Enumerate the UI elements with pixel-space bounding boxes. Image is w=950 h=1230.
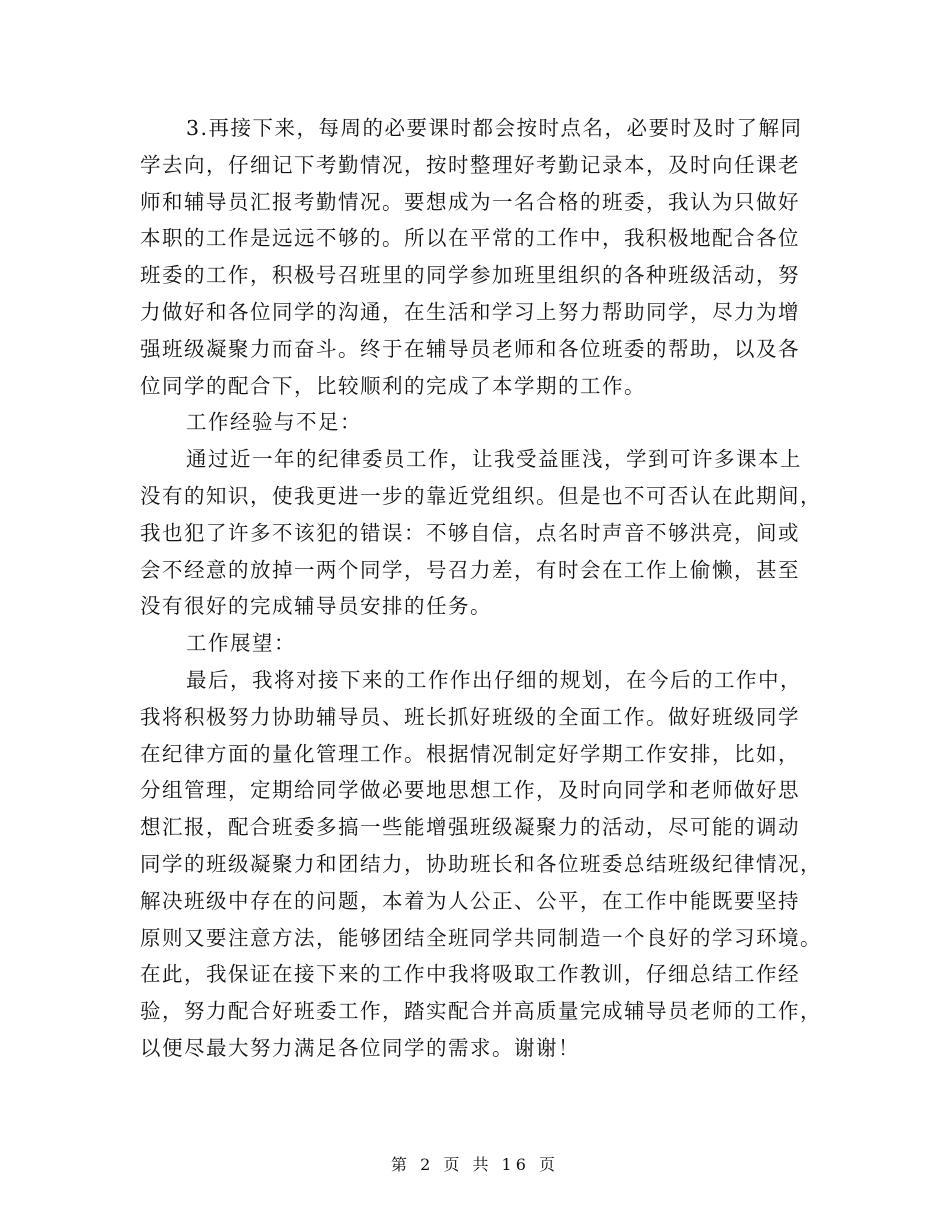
paragraph-line: 在纪律方面的量化管理工作。根据情况制定好学期工作安排，比如， — [140, 741, 800, 766]
paragraph-line: 原则又要注意方法，能够团结全班同学共同制造一个良好的学习环境。 — [140, 925, 822, 950]
paragraph-line: 没有很好的完成辅导员安排的任务。 — [140, 594, 492, 619]
paragraph-line: 力做好和各位同学的沟通，在生活和学习上努力帮助同学，尽力为增 — [140, 299, 800, 324]
paragraph-line: 位同学的配合下，比较顺利的完成了本学期的工作。 — [140, 373, 646, 398]
section-heading: 工作经验与不足： — [186, 410, 362, 435]
paragraph-line: 以便尽最大努力满足各位同学的需求。谢谢！ — [140, 1035, 580, 1060]
paragraph-line: 同学的班级凝聚力和团结力，协助班长和各位班委总结班级纪律情况， — [140, 851, 822, 876]
paragraph-line: 强班级凝聚力而奋斗。终于在辅导员老师和各位班委的帮助，以及各 — [140, 336, 800, 361]
paragraph-line: 会不经意的放掉一两个同学，号召力差，有时会在工作上偷懒，甚至 — [140, 557, 800, 582]
paragraph-line: 没有的知识，使我更进一步的靠近党组织。但是也不可否认在此期间， — [140, 483, 822, 508]
section-heading: 工作展望： — [186, 631, 296, 656]
body-text — [140, 110, 822, 1067]
paragraph-line: 学去向，仔细记下考勤情况，按时整理好考勤记录本，及时向任课老 — [140, 152, 800, 177]
paragraph-line: 验，努力配合好班委工作，踏实配合并高质量完成辅导员老师的工作， — [140, 999, 822, 1024]
paragraph-line: 最后，我将对接下来的工作作出仔细的规划，在今后的工作中， — [186, 667, 802, 692]
paragraph-line: 通过近一年的纪律委员工作，让我受益匪浅，学到可许多课本上 — [186, 447, 802, 472]
paragraph-line: 班委的工作，积极号召班里的同学参加班里组织的各种班级活动，努 — [140, 263, 800, 288]
paragraph-line: 解决班级中存在的问题，本着为人公正、公平，在工作中能既要坚持 — [140, 888, 800, 913]
paragraph-line: 想汇报，配合班委多搞一些能增强班级凝聚力的活动，尽可能的调动 — [140, 815, 800, 840]
paragraph-line: 3.再接下来，每周的必要课时都会按时点名，必要时及时了解同 — [186, 116, 803, 140]
paragraph-line: 在此，我保证在接下来的工作中我将吸取工作教训，仔细总结工作经 — [140, 962, 800, 987]
paragraph-line: 师和辅导员汇报考勤情况。要想成为一名合格的班委，我认为只做好 — [140, 189, 800, 214]
paragraph-line: 本职的工作是远远不够的。所以在平常的工作中，我积极地配合各位 — [140, 226, 800, 251]
paragraph-line: 我将积极努力协助辅导员、班长抓好班级的全面工作。做好班级同学 — [140, 704, 800, 729]
page-number-footer: 第 2 页 共 16 页 — [391, 1155, 559, 1174]
paragraph-line: 分组管理，定期给同学做必要地思想工作，及时向同学和老师做好思 — [140, 778, 800, 803]
paragraph-line: 我也犯了许多不该犯的错误：不够自信，点名时声音不够洪亮，间或 — [140, 520, 800, 545]
